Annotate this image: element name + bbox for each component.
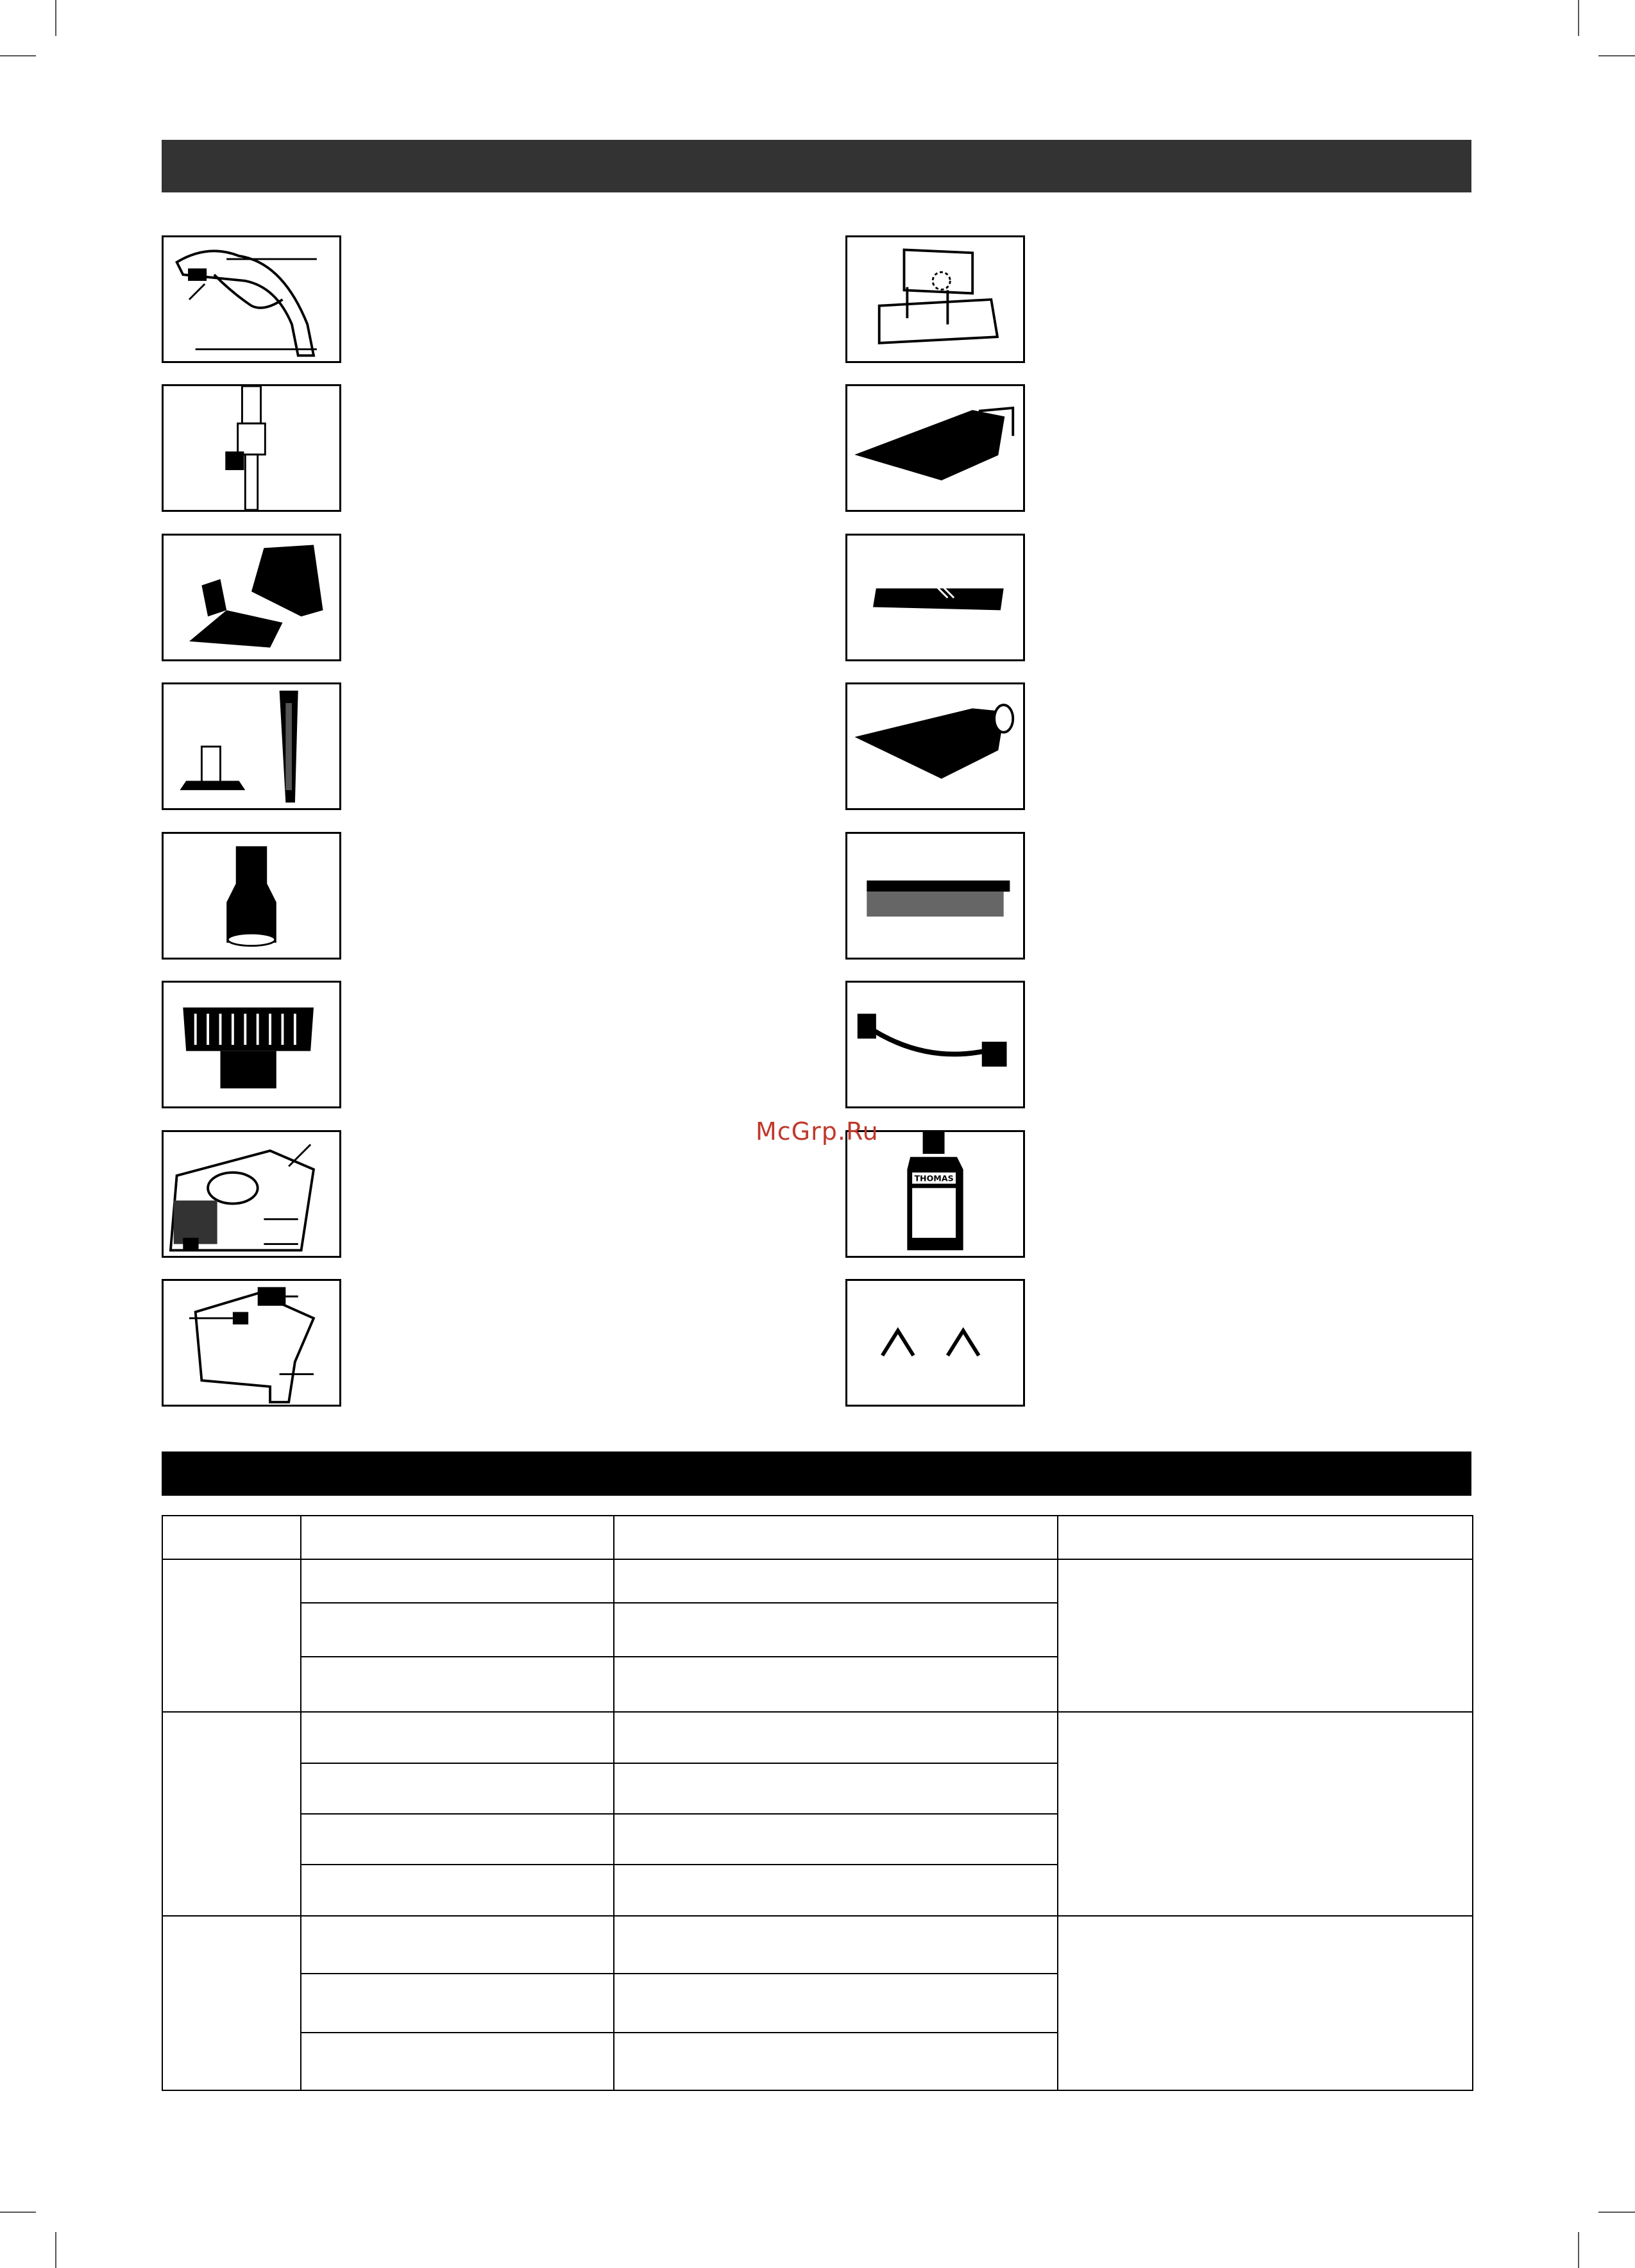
spray-extraction-upholstery-nozzle-icon: [845, 384, 1025, 512]
table-cell: [301, 1516, 614, 1559]
table-header-row: [162, 1516, 1473, 1559]
table-cell: [614, 1916, 1058, 1974]
table-cell: [614, 1657, 1058, 1712]
table-cell: [301, 1763, 614, 1814]
crop-mark: [1598, 55, 1635, 56]
crop-mark: [0, 2212, 36, 2213]
parquet-nozzle-icon: [845, 682, 1025, 810]
brush-strip-icon: [845, 534, 1025, 661]
shampoo-bottle-icon: [845, 1130, 1025, 1258]
specifications-table: [162, 1515, 1473, 2091]
upholstery-crevice-nozzle-icon: [162, 682, 341, 810]
table-cell: [1058, 1916, 1473, 2090]
table-cell: [614, 2033, 1058, 2090]
wiper-strip-icon: [845, 832, 1025, 960]
table-cell: [301, 1814, 614, 1865]
clips-icon: [845, 1279, 1025, 1407]
table-cell: [301, 1865, 614, 1916]
filter-insert-icon: [845, 235, 1025, 363]
aquafilter-insert-icon: [162, 1130, 341, 1258]
hepa-filter-icon: [162, 981, 341, 1108]
bottle-brand-label: THOMAS: [914, 1173, 954, 1183]
adapter-icon: [162, 832, 341, 960]
table-row: [162, 1916, 1473, 1974]
table-cell: [162, 1712, 301, 1916]
table-cell: [614, 1763, 1058, 1814]
table-cell: [614, 1559, 1058, 1603]
table-cell: [162, 1559, 301, 1712]
water-tank-icon: [162, 1279, 341, 1407]
floor-nozzle-icon: [162, 534, 341, 661]
table-cell: [1058, 1516, 1473, 1559]
crop-mark: [55, 2232, 56, 2268]
crop-mark: [1578, 0, 1579, 36]
watermark: McGrp.Ru: [756, 1117, 879, 1146]
table-row: [162, 1559, 1473, 1603]
crop-mark: [1598, 2212, 1635, 2213]
table-cell: [301, 1916, 614, 1974]
table-cell: [614, 1814, 1058, 1865]
accessories-header-bar: [162, 140, 1471, 192]
crop-mark: [1578, 2232, 1579, 2268]
specifications-header-bar: [162, 1451, 1471, 1496]
table-cell: [301, 1603, 614, 1657]
table-row: [162, 1712, 1473, 1763]
spray-hose-icon: [845, 981, 1025, 1108]
table-cell: [1058, 1712, 1473, 1916]
telescopic-tube-icon: [162, 384, 341, 512]
table-cell: [1058, 1559, 1473, 1712]
table-cell: [614, 1712, 1058, 1763]
table-cell: [301, 1657, 614, 1712]
table-cell: [162, 1916, 301, 2090]
table-cell: [614, 1865, 1058, 1916]
handle-hose-icon: [162, 235, 341, 363]
table-cell: [614, 1516, 1058, 1559]
table-cell: [301, 1559, 614, 1603]
table-cell: [301, 1712, 614, 1763]
crop-mark: [55, 0, 56, 36]
table-cell: [301, 1974, 614, 2033]
crop-mark: [0, 55, 36, 56]
table-cell: [162, 1516, 301, 1559]
table-cell: [301, 2033, 614, 2090]
table-cell: [614, 1603, 1058, 1657]
table-cell: [614, 1974, 1058, 2033]
